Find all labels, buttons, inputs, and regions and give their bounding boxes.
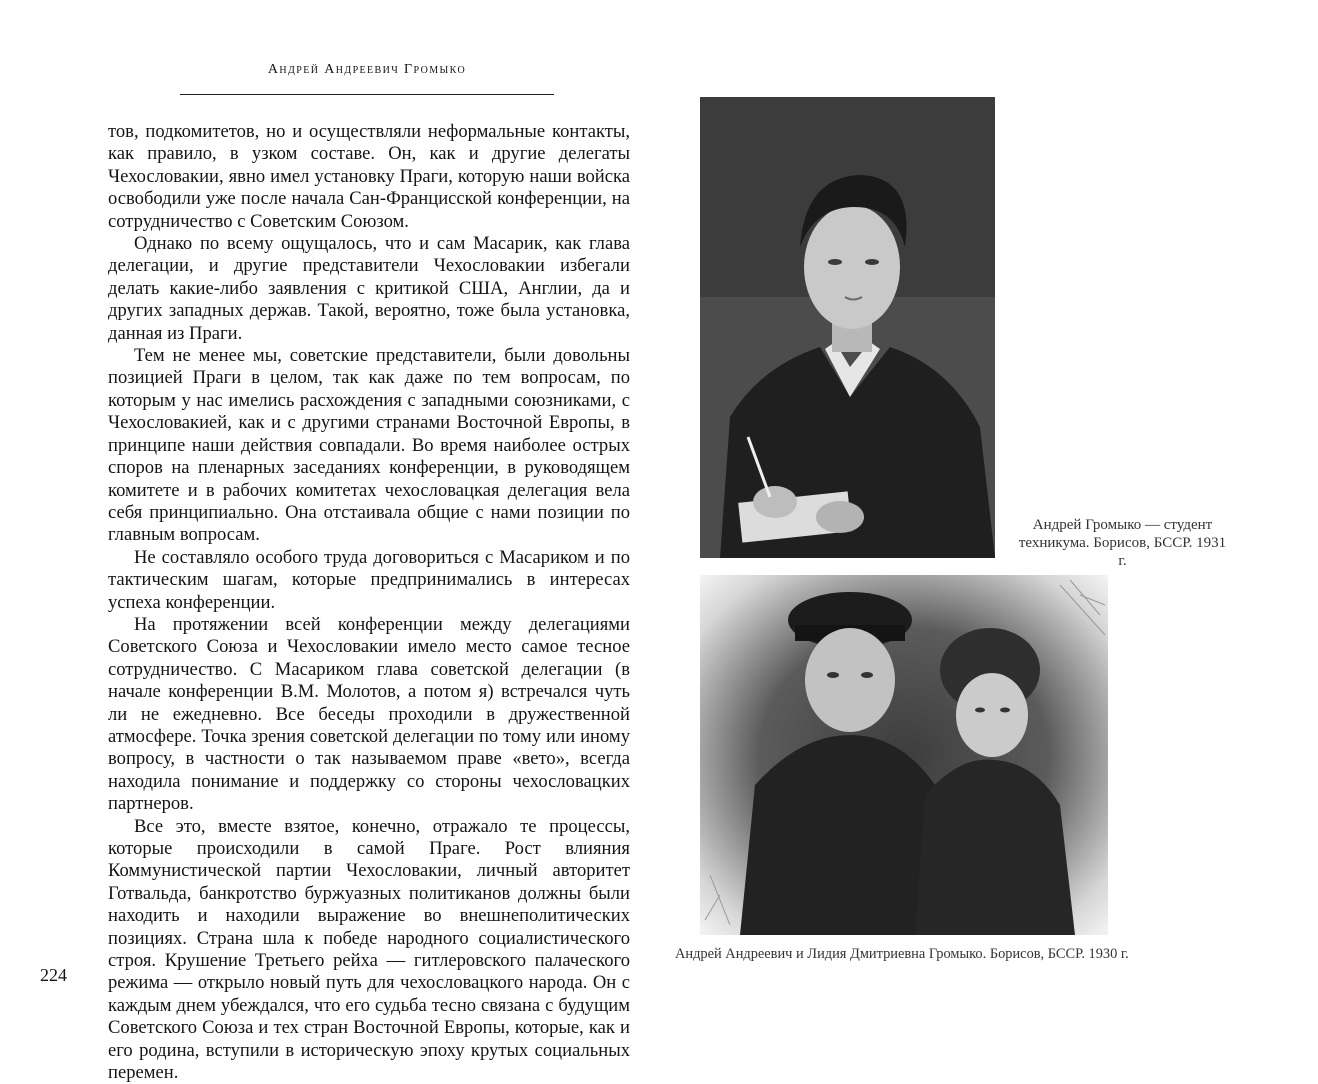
running-head: Андрей Андреевич Громыко <box>267 62 467 77</box>
paragraph-2: Однако по всему ощущалось, что и сам Масарик, как глава делегации, и другие представители Чехословакии избегали делать какие-либо заявления с критикой США, Англии, да и других западных держав. Такой, вероятно, тоже была установка, данная из Праги. <box>108 233 630 344</box>
paragraph-5: На протяжении всей конференции между делегациями Советского Союза и Чехословакии имело место самое тесное сотрудничество. С Масариком глава советской делегации (в начале конференции В.М. Молотов, а потом я) встречался чуть ли не ежедневно. Все беседы проходили в дружественной атмосфере. Точка зрения советской делегации по тому или иному вопросу, в частности о так называемом праве «вето», всегда находила понимание и поддержку со стороны чехословацких партнеров. <box>108 613 630 815</box>
portrait-photo <box>700 97 995 558</box>
page-number: 224 <box>40 965 67 985</box>
paragraph-3: Тем не менее мы, советские представители, были довольны позицией Праги в целом, так как даже по тем вопросам, по которым у нас имелись расхождения с западными союзниками, с Чехословакией, как и с другими странами Восточной Европы, в принципе наши действия совпадали. Во время наиболее острых споров на пленарных заседаниях конференции, в руководящем комитете и в рабочих комитетах чехословацкая делегация вела себя принципиально. Она отстаивала общие с нами позиции по главным вопросам. <box>108 345 630 546</box>
header-rule <box>180 94 554 95</box>
paragraph-1: тов, подкомитетов, но и осуществляли неформальные контакты, как правило, в узком составе. Он, как и другие делегаты Чехословакии, явно имел установку Праги, которую наши войска освободили уже после начала Сан-Францисской конференции, на сотрудничество с Советским Союзом. <box>108 121 630 232</box>
photo-caption-2: Андрей Андреевич и Лидия Дмитриевна Громыко. Борисов, БССР. 1930 г. <box>675 946 1129 962</box>
photo-caption-1: Андрей Громыко — студент техникума. Борисов, БССР. 1931 г. <box>1018 517 1227 569</box>
paragraph-6: Все это, вместе взятое, конечно, отражало те процессы, которые происходили в самой Праге. Рост влияния Коммунистической партии Чехословакии, личный авторитет Готвальда, банкротство буржуазных политиканов должны были находить и находили выражение во внешнеполитических позициях. Страна шла к победе народного социалистического строя. Крушение Третьего рейха — гитлеровского палаческого режима — открыло новый путь для чехословацкого народа. Он с каждым днем убеждался, что его судьба тесно связана с будущим Советского Союза и тех стран Восточной Европы, которые, как и его родина, вступили в историческую эпоху крутых социальных перемен. <box>108 815 630 1084</box>
paragraph-4: Не составляло особого труда договориться с Масариком и по тактическим шагам, которые предпринимались в интересах успеха конференции. <box>108 546 630 613</box>
right-page <box>660 0 1318 1080</box>
body-text <box>108 121 630 1084</box>
couple-photo <box>700 575 1108 935</box>
